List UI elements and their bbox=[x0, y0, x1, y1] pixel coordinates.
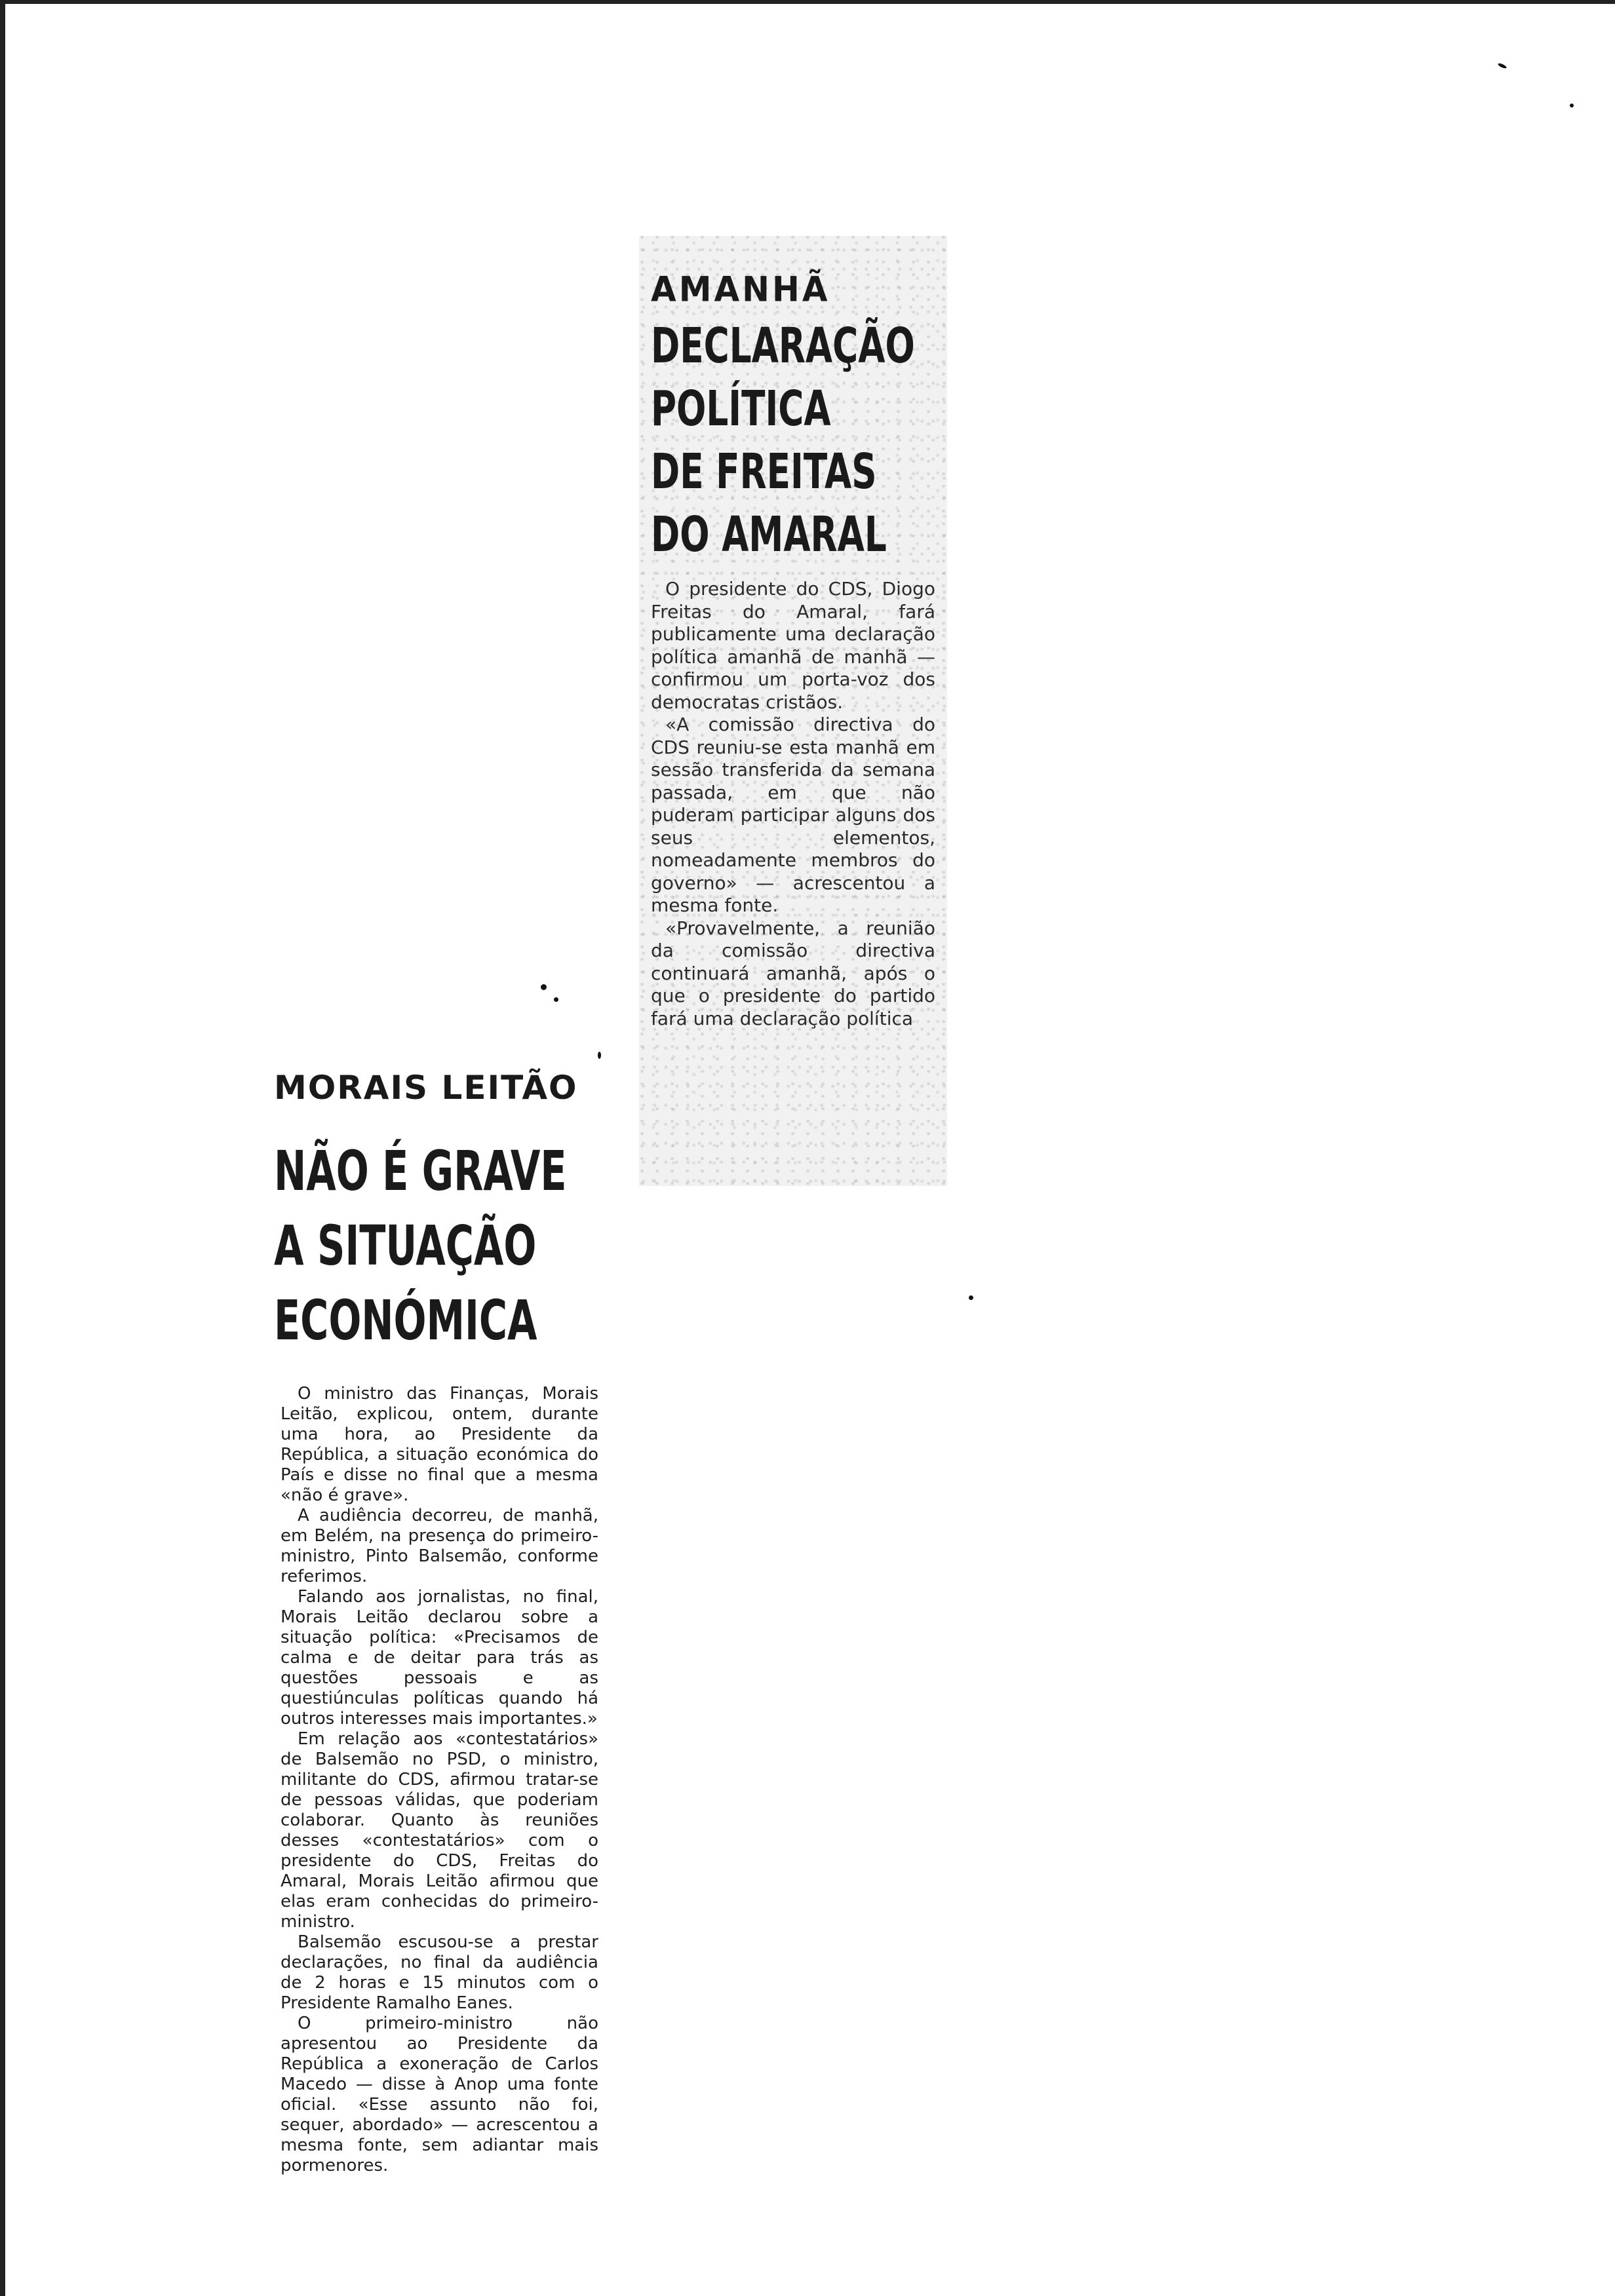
article-paragraph: O presidente do CDS, Diogo Freitas do Amaral, fará publicamente uma declaração política amanhã de manhã — confirmou um porta-voz dos democratas cristãos. bbox=[651, 578, 935, 713]
news-clipping-freitas-do-amaral bbox=[639, 236, 947, 1186]
article-headline bbox=[651, 315, 915, 566]
scan-speck bbox=[969, 1295, 973, 1300]
scan-speck bbox=[554, 997, 558, 1002]
scan-speck bbox=[1498, 62, 1508, 69]
news-clipping-morais-leitao bbox=[269, 1068, 610, 2175]
article-paragraph: «Provavelmente, a reunião da comissão directiva continuará amanhã, após o que o presidente do partido fará uma declaração política bbox=[651, 917, 935, 1029]
article-paragraph: Falando aos jornalistas, no final, Morais Leitão declarou sobre a situação política: «Precisamos de calma e de deitar para trás as questões pessoais e as questiúnculas políticas quando há outros interesses mais importantes.» bbox=[281, 1587, 598, 1729]
article-paragraph: O ministro das Finanças, Morais Leitão, explicou, ontem, durante uma hora, ao Presidente da República, a situação económica do País e disse no final que a mesma «não é grave». bbox=[281, 1384, 598, 1505]
article-paragraph: Em relação aos «contestatários» de Balsemão no PSD, o ministro, militante do CDS, afirmou tratar-se de pessoas válidas, que poderiam colaborar. Quanto às reuniões desses «contestatários» com o presidente do CDS, Freitas do Amaral, Morais Leitão afirmou que elas eram conhecidas do primeiro-ministro. bbox=[281, 1729, 598, 1932]
headline-line: A SITUAÇÃO bbox=[274, 1214, 537, 1278]
article-paragraph: A audiência decorreu, de manhã, em Belém, na presença do primeiro-ministro, Pinto Balsemão, conforme referimos. bbox=[281, 1506, 598, 1586]
article-paragraph: Balsemão escusou-se a prestar declarações, no final da audiência de 2 horas e 15 minutos com o Presidente Ramalho Eanes. bbox=[281, 1932, 598, 2013]
article-paragraph: O primeiro-ministro não apresentou ao Presidente da República a exoneração de Carlos Macedo — disse à Anop uma fonte oficial. «Esse assunto não foi, sequer, abordado» — acrescentou a mesma fonte, sem adiantar mais pormenores. bbox=[281, 2014, 598, 2175]
article-body bbox=[651, 578, 935, 1030]
article-kicker: MORAIS LEITÃO bbox=[274, 1069, 578, 1107]
scan-speck bbox=[541, 984, 547, 990]
article-kicker: AMANHÃ bbox=[651, 269, 830, 309]
article-body bbox=[281, 1384, 598, 2176]
headline-line: ECONÓMICA bbox=[274, 1288, 537, 1352]
scan-speck bbox=[1570, 104, 1574, 107]
article-paragraph: «A comissão directiva do CDS reuniu-se esta manhã em sessão transferida da semana passada, em que não puderam participar alguns dos seus elementos, nomeadamente membros do governo» — acrescentou a mesma fonte. bbox=[651, 714, 935, 916]
headline-line: NÃO É GRAVE bbox=[274, 1139, 567, 1203]
headline-line: DE FREITAS bbox=[651, 444, 877, 500]
headline-line: POLÍTICA bbox=[651, 381, 831, 437]
headline-line: DO AMARAL bbox=[651, 507, 887, 563]
scan-speck bbox=[598, 1052, 601, 1059]
article-headline bbox=[274, 1134, 568, 1358]
headline-line: DECLARAÇÃO bbox=[651, 318, 915, 374]
